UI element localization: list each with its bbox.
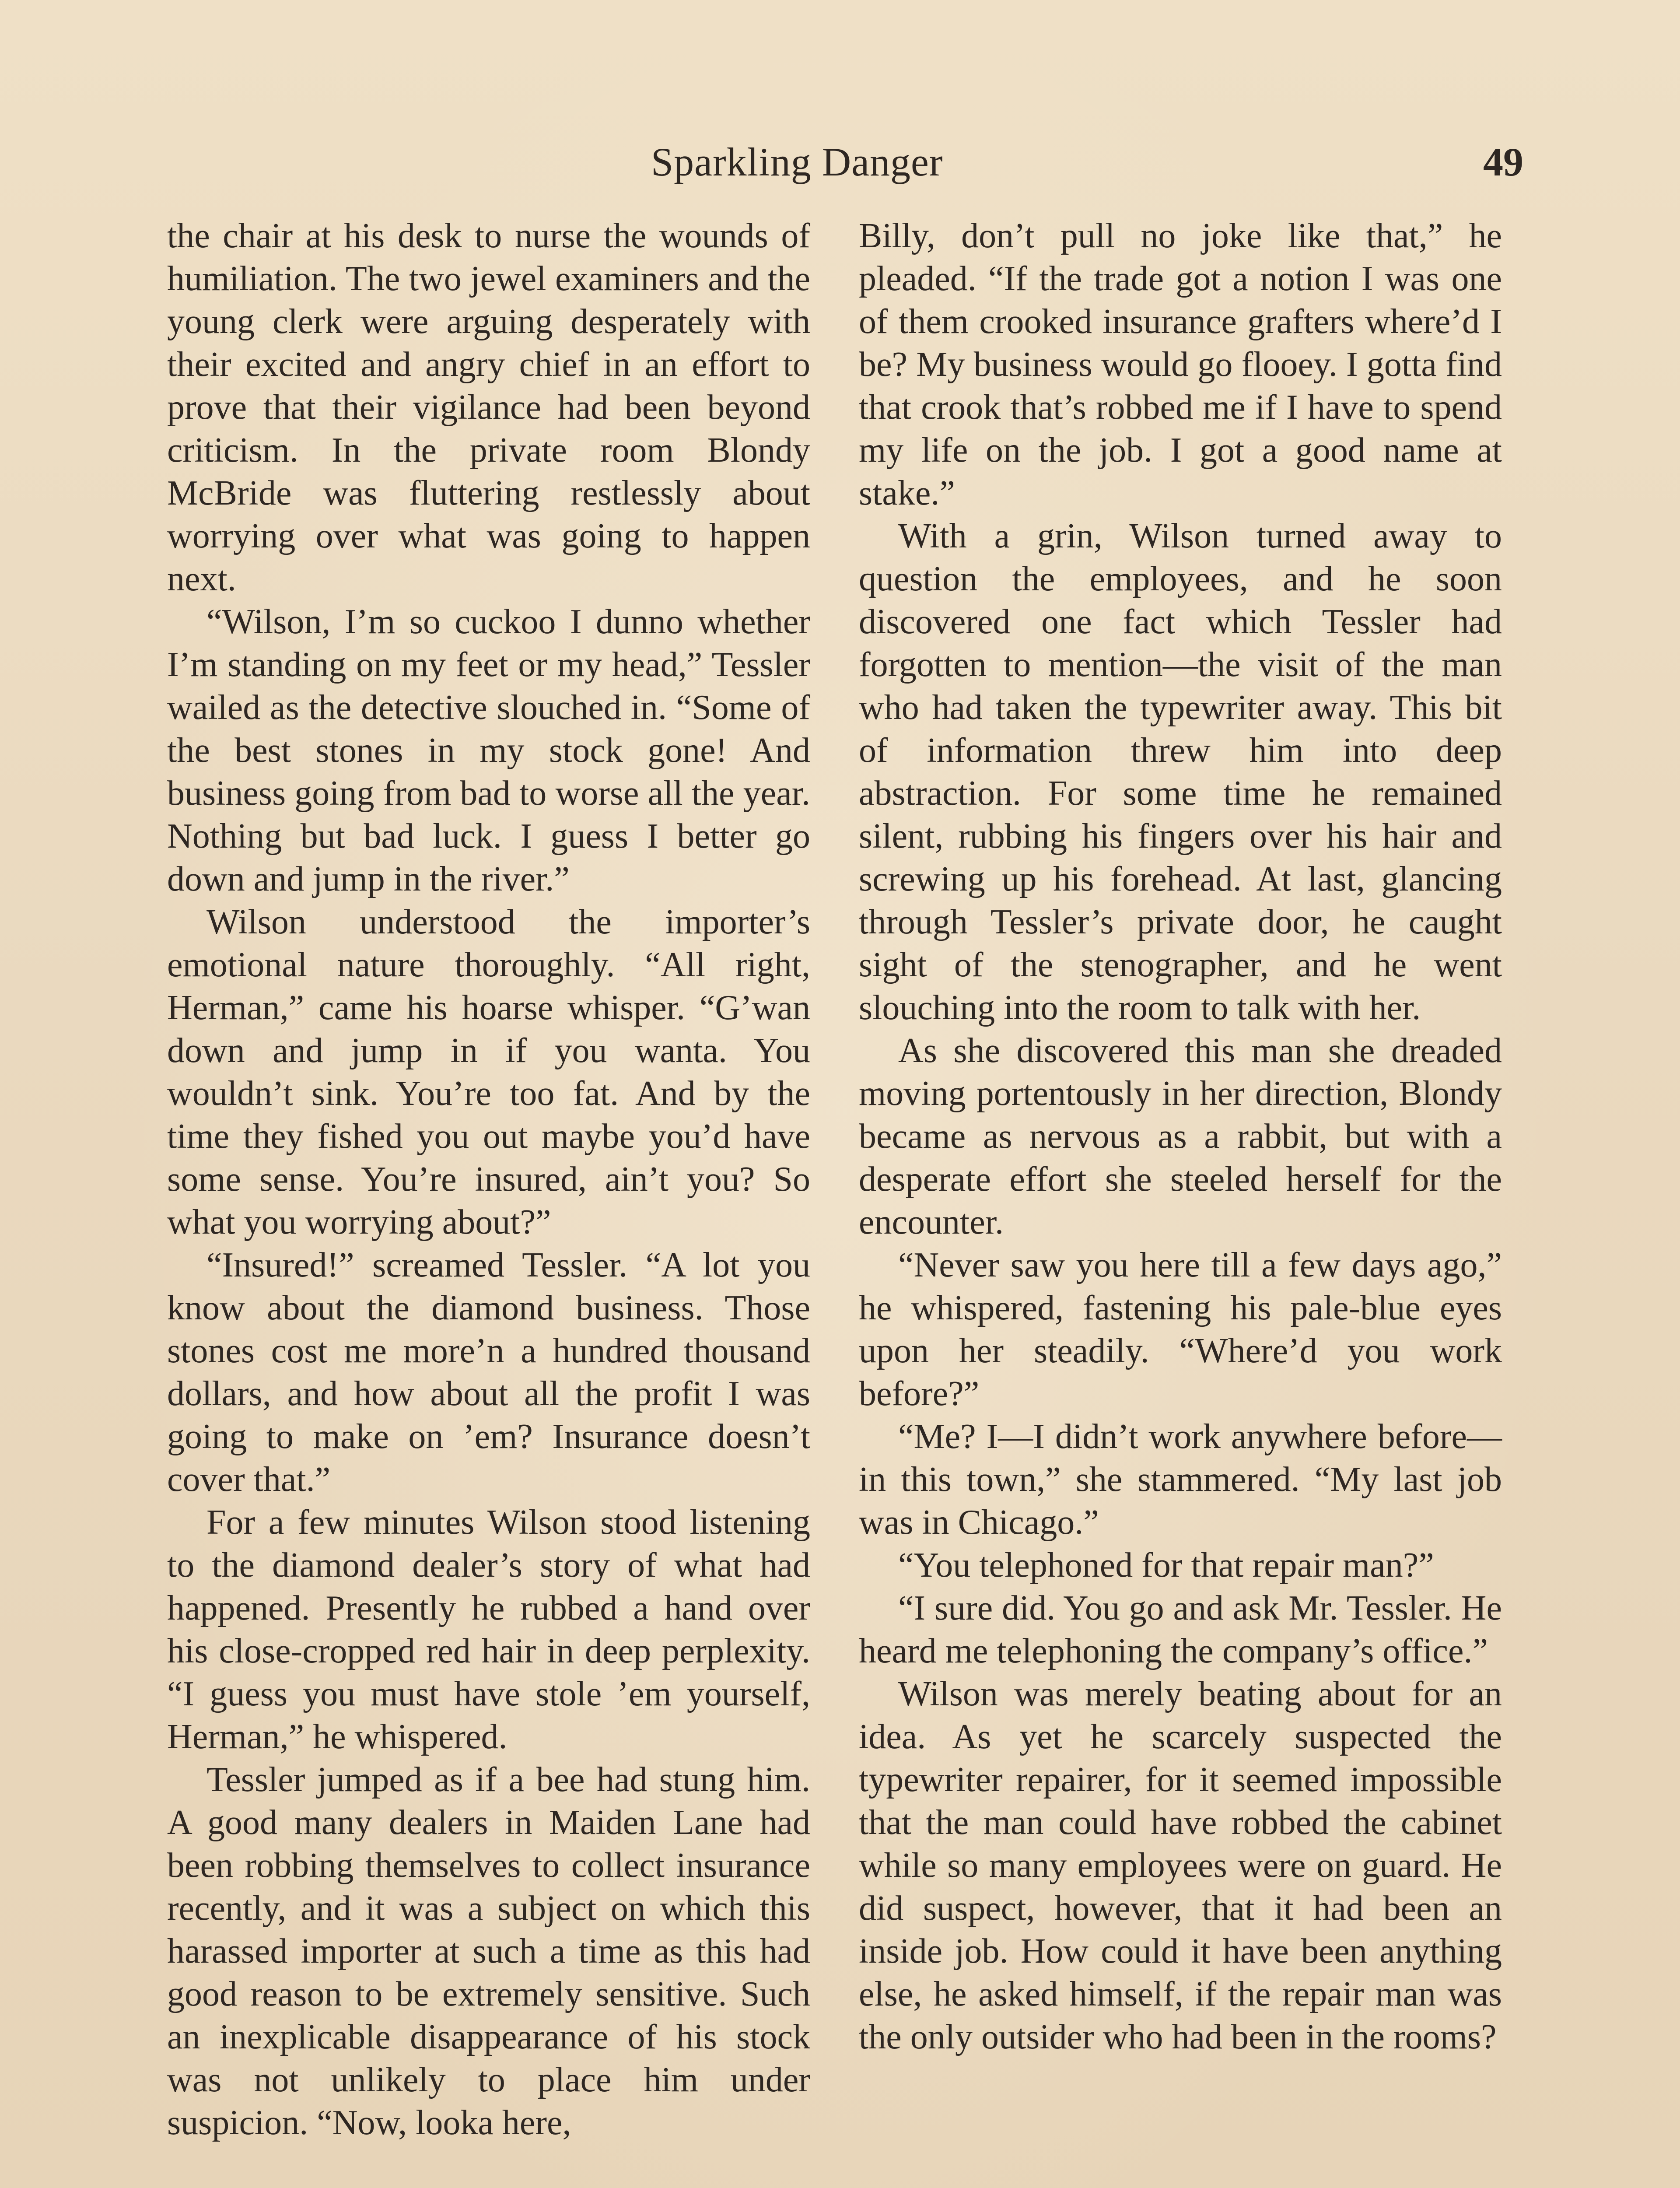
paragraph: Wilson was merely beating about for an idea. As yet he scarcely suspected the typewriter repairer, for it seemed impossible that the man could have robbed the cabinet while so many employees were on guard. He did suspect, however, that it had been an inside job. How could it have been anything else, he asked himself, if the repair man was the only outsider who had been in the rooms? <box>859 1675 1502 2056</box>
page-header <box>0 131 1680 193</box>
page-number: 49 <box>1483 140 1523 184</box>
paragraph: “You telephoned for that repair man?” <box>898 1546 1434 1585</box>
paragraph: “Me? I—I didn’t work anywhere before—in this town,” she stammered. “My last job was in Chicago.” <box>859 1417 1502 1542</box>
paragraph: As she discovered this man she dreaded moving portentously in her direction, Blondy became as nervous as a rabbit, but with a desperate effort she steeled herself for the encounter. <box>859 1031 1502 1241</box>
paragraph: Billy, don’t pull no joke like that,” he pleaded. “If the trade got a notion I was one of them crooked insurance grafters where’d I be? My business would go flooey. I gotta find that crook that’s robbed me if I have to spend my life on the job. I got a good name at stake.” <box>859 217 1502 512</box>
paragraph: the chair at his desk to nurse the wounds of humiliation. The two jewel examiners and the young clerk were arguing desperately with their excited and angry chief in an effort to prove that their vigilance had been beyond criticism. In the private room Blondy McBride was fluttering restlessly about worrying over what was going to happen next. <box>167 217 810 598</box>
paragraph: With a grin, Wilson turned away to question the employees, and he soon discovered one fact which Tessler had forgotten to mention—the visit of the man who had taken the typewriter away. This bit of information threw him into deep abstraction. For some time he remained silent, rubbing his fingers over his hair and screwing up his forehead. At last, glancing through Tessler’s private door, he caught sight of the stenographer, and he went slouching into the room to talk with her. <box>859 517 1502 1027</box>
right-column <box>859 214 1502 2058</box>
paragraph: Wilson understood the importer’s emotional nature thoroughly. “All right, Herman,” came his hoarse whisper. “G’wan down and jump in if you wanta. You wouldn’t sink. You’re too fat. And by the time they fished you out maybe you’d have some sense. You’re insured, ain’t you? So what you worrying about?” <box>167 903 810 1241</box>
paragraph: “I sure did. You go and ask Mr. Tessler. He heard me telephoning the company’s office.” <box>859 1589 1502 1670</box>
running-title: Sparkling Danger <box>651 140 943 184</box>
paragraph: Tessler jumped as if a bee had stung him. A good many dealers in Maiden Lane had been robbing themselves to collect insurance recently, and it was a subject on which this harassed importer at such a time as this had good reason to be extremely sensitive. Such an inexplicable disappearance of his stock was not unlikely to place him under suspicion. “Now, looka here, <box>167 1760 810 2142</box>
paragraph: For a few minutes Wilson stood listening to the diamond dealer’s story of what had happened. Presently he rubbed a hand over his close-cropped red hair in deep perplexity. “I guess you must have stole ’em yourself, Herman,” he whispered. <box>167 1503 810 1756</box>
left-column <box>167 214 810 2144</box>
paragraph: “Never saw you here till a few days ago,” he whispered, fastening his pale-blue eyes upon her steadily. “Where’d you work before?” <box>859 1246 1502 1413</box>
paragraph: “Insured!” screamed Tessler. “A lot you know about the diamond business. Those stones cost me more’n a hundred thousand dollars, and how about all the profit I was going to make on ’em? Insurance doesn’t cover that.” <box>167 1246 810 1499</box>
paragraph: “Wilson, I’m so cuckoo I dunno whether I’m standing on my feet or my head,” Tessler wailed as the detective slouched in. “Some of the best stones in my stock gone! And business going from bad to worse all the year. Nothing but bad luck. I guess I better go down and jump in the river.” <box>167 603 810 898</box>
